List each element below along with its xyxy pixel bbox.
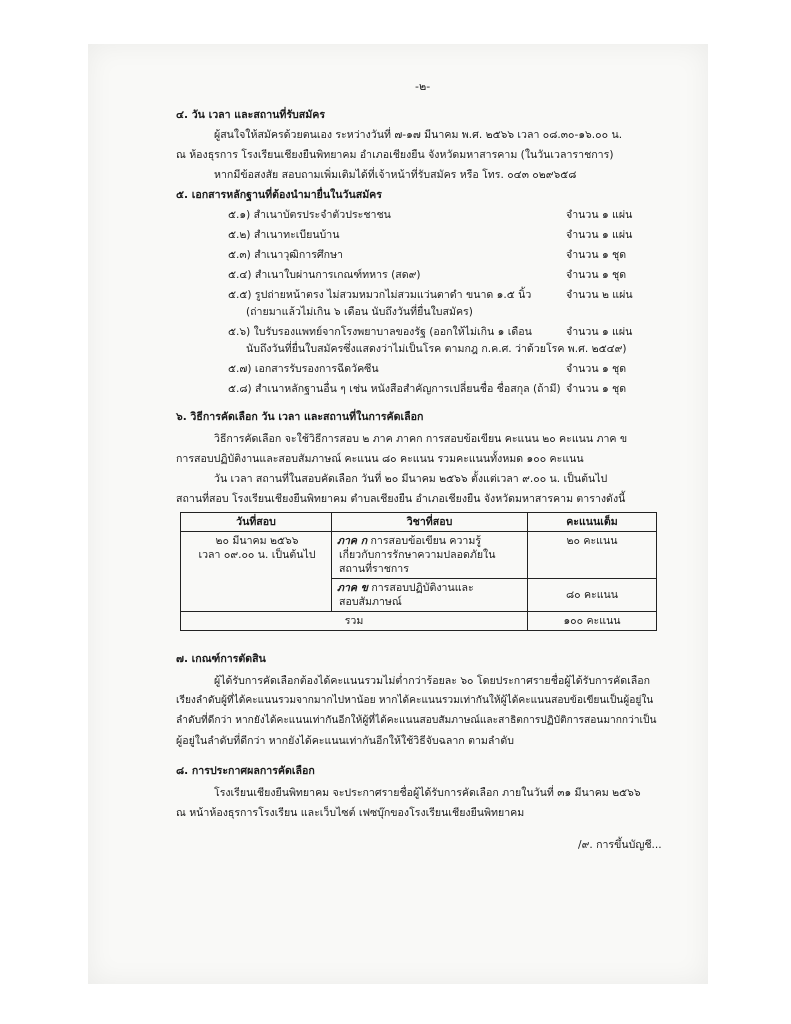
part-b-text: สอบสัมภาษณ์ [339, 596, 402, 608]
section-6-line-3: วัน เวลา สถานที่ในสอบคัดเลือก วันที่ ๒๐ มีนาคม ๒๕๖๖ ตั้งแต่เวลา ๙.๐๐ น. เป็นต้นไป [214, 473, 608, 485]
section-8-line-1: โรงเรียนเชียงยืนพิทยาคม จะประกาศรายชื่อผู้ได้รับการคัดเลือก ภายในวันที่ ๓๑ มีนาคม ๒๕๖๖ [214, 787, 641, 799]
section-6-line-2: การสอบปฏิบัติงานและสอบสัมภาษณ์ คะแนน ๘๐ คะแนน รวมคะแนนทั้งหมด ๑๐๐ คะแนน [176, 453, 584, 465]
total-label: รวม [181, 612, 528, 631]
continuation-note: /๙. การขึ้นบัญชี... [578, 839, 662, 851]
section-4-heading: ๔. วัน เวลา และสถานที่รับสมัคร [176, 109, 326, 121]
table-header-row [181, 513, 657, 532]
section-7-line-4: ผู้อยู่ในลำดับที่ดีกว่า หากยังได้คะแนนเท่ากันอีกให้ใช้วิธีจับฉลาก ตามลำดับ [176, 735, 514, 747]
part-a-text: สถานที่ราชการ [339, 563, 409, 575]
section-6-heading: ๖. วิธีการคัดเลือก วัน เวลา และสถานที่ในการคัดเลือก [176, 411, 424, 423]
page-number: -๒- [415, 80, 431, 93]
column-header-date: วันที่สอบ [181, 513, 332, 532]
document-item: ๕.๗) เอกสารรับรองการฉีดวัคซีน [228, 363, 379, 375]
exam-date: ๒๐ มีนาคม ๒๕๖๖ [215, 535, 299, 547]
document-qty: จำนวน ๑ แผ่น [566, 326, 633, 338]
document-item-note: นับถึงวันที่ยื่นใบสมัครซึ่งแสดงว่าไม่เป็นโรค ตามกฎ ก.ค.ศ. ว่าด้วยโรค พ.ศ. ๒๕๔๙) [246, 343, 627, 355]
total-score: ๑๐๐ คะแนน [528, 612, 657, 631]
part-b-subject-cell [332, 579, 528, 612]
exam-time: เวลา ๐๙.๐๐ น. เป็นต้นไป [198, 549, 316, 561]
section-6-line-4: สถานที่สอบ โรงเรียนเชียงยืนพิทยาคม ตำบลเชียงยืน อำเภอเชียงยืน จังหวัดมหาสารคาม ตารางดังนี้ [176, 493, 626, 505]
section-5-heading: ๕. เอกสารหลักฐานที่ต้องนำมายื่นในวันสมัคร [176, 189, 382, 201]
column-header-subject: วิชาที่สอบ [332, 513, 528, 532]
section-7-line-1: ผู้ได้รับการคัดเลือกต้องได้คะแนนรวมไม่ต่ำกว่าร้อยละ ๖๐ โดยประกาศรายชื่อผู้ได้รับการคัดเลือก [214, 675, 650, 687]
document-item: ๕.๓) สำเนาวุฒิการศึกษา [228, 249, 343, 261]
section-8-line-2: ณ หน้าห้องธุรการโรงเรียน และเว็บไซต์ เฟซบุ๊กของโรงเรียนเชียงยืนพิทยาคม [176, 807, 525, 819]
document-qty: จำนวน ๑ ชุด [566, 249, 627, 261]
document-qty: จำนวน ๑ ชุด [566, 363, 627, 375]
section-7-line-3: ลำดับที่ดีกว่า หากยังได้คะแนนเท่ากันอีกให้ผู้ที่ได้คะแนนสอบสัมภาษณ์และสาธิตการปฏิบัติการสอนมากกว่าเป็น [176, 715, 657, 726]
document-qty: จำนวน ๑ แผ่น [566, 209, 633, 221]
section-4-line-3: หากมีข้อสงสัย สอบถามเพิ่มเติมได้ที่เจ้าหน้าที่รับสมัคร หรือ โทร. ๐๔๓ ๐๒๙๖๕๘ [214, 169, 577, 181]
section-4-line-2: ณ ห้องธุรการ โรงเรียนเชียงยืนพิทยาคม อำเภอเชียงยืน จังหวัดมหาสารคาม (ในวันเวลาราชการ) [176, 149, 614, 161]
document-qty: จำนวน ๑ แผ่น [566, 229, 633, 241]
column-header-score: คะแนนเต็ม [528, 513, 657, 532]
exam-date-cell [181, 532, 332, 612]
section-6-line-1: วิธีการคัดเลือก จะใช้วิธีการสอบ ๒ ภาค ภาคก การสอบข้อเขียน คะแนน ๒๐ คะแนน ภาค ข [214, 433, 628, 445]
part-b-label: ภาค ข [337, 582, 368, 594]
document-item-note: (ถ่ายมาแล้วไม่เกิน ๖ เดือน นับถึงวันที่ยื่นใบสมัคร) [246, 306, 473, 318]
document-item: ๕.๖) ใบรับรองแพทย์จากโรงพยาบาลของรัฐ (ออกให้ไม่เกิน ๑ เดือน [228, 326, 532, 338]
document-qty: จำนวน ๑ ชุด [566, 269, 627, 281]
part-a-text: เกี่ยวกับการรักษาความปลอดภัยใน [339, 549, 496, 561]
table-row [181, 532, 657, 579]
part-a-subject-cell [332, 532, 528, 579]
section-8-heading: ๘. การประกาศผลการคัดเลือก [176, 765, 315, 777]
document-item: ๕.๔) สำเนาใบผ่านการเกณฑ์ทหาร (สด๙) [228, 269, 421, 281]
section-7-line-2: เรียงลำดับผู้ที่ได้คะแนนรวมจากมากไปหาน้อย หากได้คะแนนรวมเท่ากันให้ผู้ได้คะแนนสอบข้อเขียนเป็นผู้อยู่ใน [176, 695, 654, 706]
document-item: ๕.๑) สำเนาบัตรประจำตัวประชาชน [228, 209, 391, 221]
document-qty: จำนวน ๒ แผ่น [566, 289, 633, 301]
document-item: ๕.๘) สำเนาหลักฐานอื่น ๆ เช่น หนังสือสำคัญการเปลี่ยนชื่อ ชื่อสกุล (ถ้ามี) [228, 383, 561, 395]
part-a-text: การสอบข้อเขียน ความรู้ [367, 535, 482, 547]
document-item: ๕.๕) รูปถ่ายหน้าตรง ไม่สวมหมวกไม่สวมแว่นตาดำ ขนาด ๑.๕ นิ้ว [228, 289, 532, 301]
document-item: ๕.๒) สำเนาทะเบียนบ้าน [228, 229, 340, 241]
part-a-score: ๒๐ คะแนน [528, 532, 657, 579]
document-qty: จำนวน ๑ ชุด [566, 383, 627, 395]
part-b-text: การสอบปฏิบัติงานและ [367, 582, 474, 594]
part-a-label: ภาค ก [337, 535, 368, 547]
exam-schedule-table [180, 512, 657, 631]
section-7-heading: ๗. เกณฑ์การตัดสิน [176, 653, 266, 665]
section-4-line-1: ผู้สนใจให้สมัครด้วยตนเอง ระหว่างวันที่ ๗-๑๗ มีนาคม พ.ศ. ๒๕๖๖ เวลา ๐๘.๓๐-๑๖.๐๐ น. [214, 129, 623, 141]
table-total-row [181, 612, 657, 631]
part-b-score: ๘๐ คะแนน [528, 579, 657, 612]
